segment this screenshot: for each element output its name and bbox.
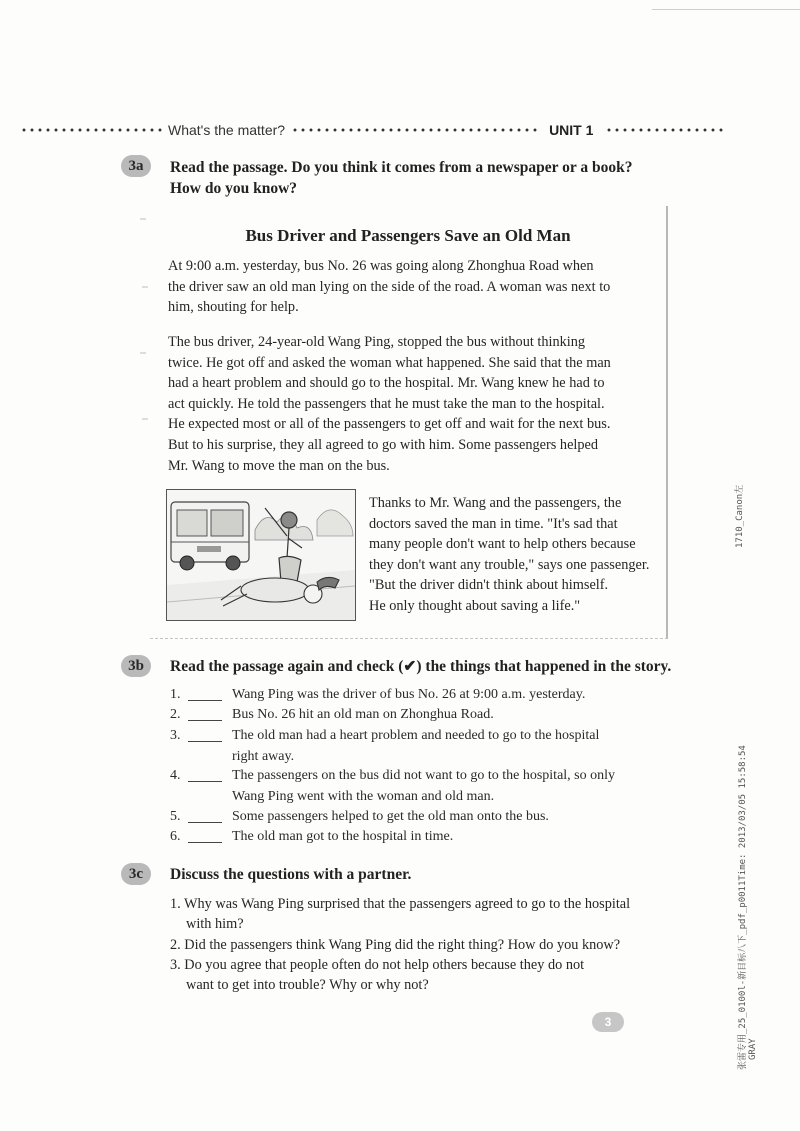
passage-line: At 9:00 a.m. yesterday, bus No. 26 was going along Zhonghua Road when	[168, 258, 594, 274]
passage-line: they don't want any trouble," says one passenger.	[369, 556, 650, 573]
passage-paragraph-3	[369, 493, 649, 617]
passage-line: But to his surprise, they all agreed to go with him. Some passengers helped	[168, 436, 599, 453]
item-number: 5.	[170, 809, 181, 824]
passage-line: had a heart problem and should go to the hospital. Mr. Wang knew he had to	[168, 375, 605, 392]
section-badge-3b: 3b	[121, 655, 151, 677]
passage-line: Thanks to Mr. Wang and the passengers, the	[369, 495, 622, 511]
item-text: The passengers on the bus did not want to go to the hospital, so only	[232, 768, 616, 783]
header-title: What's the matter?	[168, 122, 286, 138]
instruction-3a-line-1: Read the passage. Do you think it comes from a newspaper or a book?	[170, 159, 633, 176]
margin-mark	[140, 218, 146, 220]
item-number: 6.	[170, 829, 181, 844]
discussion-question-1: 1. Why was Wang Ping surprised that the passengers agreed to go to the hospital	[170, 896, 631, 912]
bus-drawing	[171, 502, 249, 570]
passage-line: doctors saved the man in time. "It's sad that	[369, 515, 618, 532]
item-number: 3.	[170, 728, 181, 743]
passage-line: act quickly. He told the passengers that he must take the man to the hospital.	[168, 395, 605, 412]
instruction-3c: Discuss the questions with a partner.	[170, 866, 412, 883]
check-blank[interactable]	[188, 781, 222, 782]
instruction-3a	[170, 157, 632, 199]
discussion-question-3-continued: want to get into trouble? Why or why not?	[186, 977, 429, 993]
header-dots-left	[20, 128, 164, 132]
check-blank[interactable]	[188, 720, 222, 721]
item-number: 2.	[170, 707, 181, 722]
margin-mark	[140, 352, 146, 354]
margin-scan-note-2: 张雷专用_25_0100l-新目标八下_pdf_p0011Time: 2013/03/05 15:58:54	[738, 745, 748, 1070]
passage-line: He only thought about saving a life."	[369, 597, 581, 614]
passage-line: Mr. Wang to move the man on the bus.	[168, 457, 390, 474]
section-badge-3c: 3c	[121, 863, 151, 885]
passage-line: twice. He got off and asked the woman what happened. She said that the man	[168, 354, 611, 371]
margin-mark	[142, 286, 148, 288]
item-text: The old man got to the hospital in time.	[232, 829, 454, 844]
passage-line: He expected most or all of the passengers to get off and wait for the next bus.	[168, 416, 611, 433]
discussion-question-1-continued: with him?	[186, 916, 244, 932]
passage-line: him, shouting for help.	[168, 299, 299, 316]
passage-paragraph-1	[168, 256, 610, 318]
item-text-continued: Wang Ping went with the woman and old man.	[232, 788, 495, 804]
unit-header	[20, 120, 740, 140]
margin-scan-note-1: 1710_Canon左	[735, 484, 745, 548]
header-dots-middle	[291, 128, 541, 132]
item-number: 4.	[170, 768, 181, 783]
check-blank[interactable]	[188, 822, 222, 823]
item-number: 1.	[170, 687, 181, 702]
passage-line: many people don't want to help others because	[369, 536, 636, 553]
discussion-question-2: 2. Did the passengers think Wang Ping did the right thing? How do you know?	[170, 937, 621, 953]
page-number: 3	[592, 1012, 624, 1032]
scan-edge-line	[652, 9, 800, 10]
passage-title: Bus Driver and Passengers Save an Old Man	[245, 226, 571, 245]
instruction-3b: Read the passage again and check (✔) the things that happened in the story.	[170, 658, 672, 675]
header-unit-label: UNIT 1	[549, 122, 594, 138]
bus-rescue-illustration	[166, 489, 356, 621]
item-text: The old man had a heart problem and needed to go to the hospital	[232, 728, 600, 743]
margin-mark	[142, 418, 148, 420]
check-blank[interactable]	[188, 741, 222, 742]
instruction-3a-line-2: How do you know?	[170, 180, 298, 197]
section-badge-3a: 3a	[121, 155, 151, 177]
illustration-drawing	[167, 490, 355, 620]
passage-line: "But the driver didn't think about himself.	[369, 577, 609, 594]
item-text-continued: right away.	[232, 748, 295, 764]
passage-paragraph-2	[168, 332, 611, 476]
check-blank[interactable]	[188, 700, 222, 701]
margin-scan-note-3: GRAY	[748, 1038, 758, 1060]
header-dots-right	[605, 128, 723, 132]
item-text: Some passengers helped to get the old man onto the bus.	[232, 809, 549, 824]
item-text: Wang Ping was the driver of bus No. 26 at 9:00 a.m. yesterday.	[232, 687, 586, 702]
passage-line: the driver saw an old man lying on the side of the road. A woman was next to	[168, 278, 611, 295]
discussion-question-3: 3. Do you agree that people often do not help others because they do not	[170, 957, 585, 973]
passage-line: The bus driver, 24-year-old Wang Ping, stopped the bus without thinking	[168, 334, 586, 350]
check-blank[interactable]	[188, 842, 222, 843]
item-text: Bus No. 26 hit an old man on Zhonghua Road.	[232, 707, 494, 722]
